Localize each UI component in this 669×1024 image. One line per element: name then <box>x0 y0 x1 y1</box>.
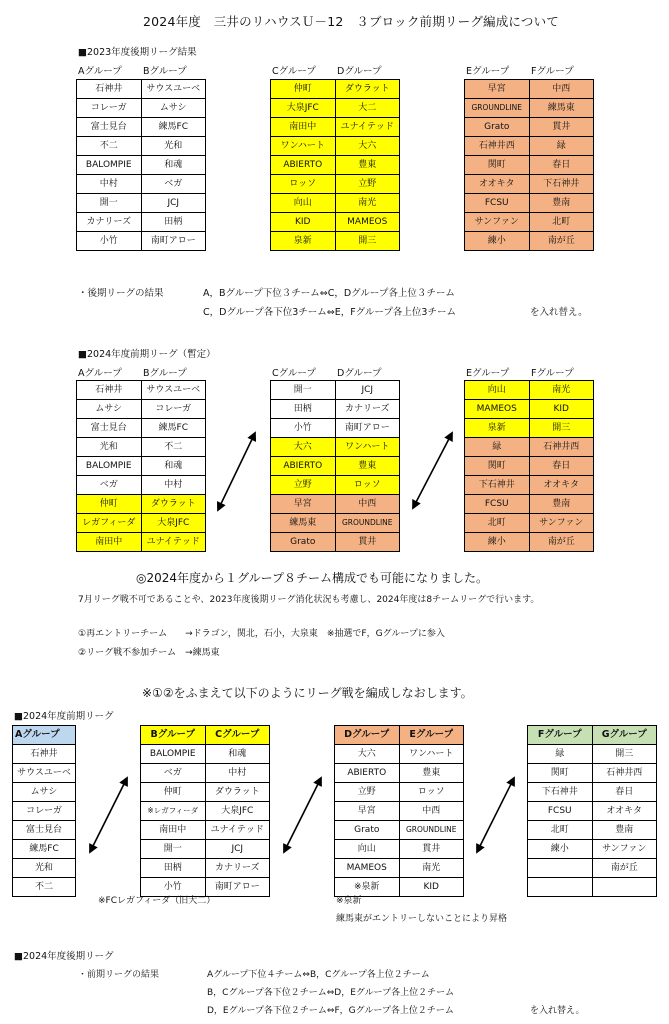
team-cell: 向山 <box>271 194 336 213</box>
section-heading-2024-late: ■2024年度後期リーグ <box>14 951 114 962</box>
team-cell: 開一 <box>141 840 206 859</box>
team-cell: 豊東 <box>399 764 464 783</box>
exchange-arrow-icon <box>90 778 127 852</box>
team-cell: 立野 <box>271 476 336 495</box>
header-d: Dグループ <box>337 66 382 77</box>
team-cell: 緑 <box>529 137 594 156</box>
header-c: Cグループ <box>272 368 316 379</box>
team-cell: 中村 <box>205 764 270 783</box>
team-cell: 下石神井 <box>465 476 530 495</box>
header-f: Fグループ <box>531 368 574 379</box>
team-cell: FCSU <box>465 194 530 213</box>
team-cell: 富士見台 <box>77 118 142 137</box>
header-e: Eグループ <box>466 368 510 379</box>
team-cell: 豊南 <box>592 821 657 840</box>
team-cell: 南光 <box>529 381 594 400</box>
team-cell: 南町アロー <box>205 878 270 897</box>
group-header: Aグループ <box>13 726 76 745</box>
exchange-arrow-icon <box>477 778 514 852</box>
team-cell: BALOMPIE <box>77 156 142 175</box>
team-cell: 豊東 <box>335 457 400 476</box>
team-cell: 和魂 <box>205 745 270 764</box>
team-cell: 田柄 <box>141 859 206 878</box>
de-footnote-1: ※泉新 <box>336 896 362 906</box>
team-cell: ムサシ <box>77 400 142 419</box>
team-cell: 南光 <box>335 194 400 213</box>
team-cell: 小竹 <box>77 232 142 251</box>
team-cell: ※泉新 <box>335 878 400 897</box>
team-cell: 仲町 <box>77 495 142 514</box>
team-cell: 南町アロー <box>335 419 400 438</box>
team-cell: 練小 <box>465 533 530 552</box>
team-cell: 大六 <box>335 137 400 156</box>
team-cell: 春日 <box>529 457 594 476</box>
team-cell: 田柄 <box>141 213 206 232</box>
nonparticipation-item: ②リーグ戦不参加チーム →練馬東 <box>78 648 220 658</box>
team-cell: 豊南 <box>529 495 594 514</box>
section-heading-2023-late: ■2023年度後期リーグ結果 <box>78 47 197 58</box>
team-cell: 南田中 <box>271 118 336 137</box>
team-cell: 緑 <box>528 745 593 764</box>
header-e: Eグループ <box>466 66 510 77</box>
late-result-suffix: を入れ替え。 <box>530 1006 585 1016</box>
team-cell: 富士見台 <box>13 821 76 840</box>
team-cell: ユナイテッド <box>205 821 270 840</box>
team-cell: コレーガ <box>77 99 142 118</box>
team-cell: 向山 <box>465 381 530 400</box>
team-cell: 貫井 <box>399 840 464 859</box>
team-cell: サンファン <box>465 213 530 232</box>
team-cell: 大泉JFC <box>141 514 206 533</box>
header-d: Dグループ <box>337 368 382 379</box>
team-cell: 緑 <box>465 438 530 457</box>
team-cell: ベガ <box>77 476 142 495</box>
team-cell: オオキタ <box>592 802 657 821</box>
team-cell: 開三 <box>335 232 400 251</box>
team-cell: 南が丘 <box>529 232 594 251</box>
group-header: Fグループ <box>528 726 593 745</box>
team-cell: 開三 <box>592 745 657 764</box>
team-cell: 春日 <box>529 156 594 175</box>
late-result-line-1: Aグループ下位４チーム⇔B，Cグループ各上位２チーム <box>207 970 430 980</box>
team-cell: JCJ <box>205 840 270 859</box>
team-cell: 富士見台 <box>77 419 142 438</box>
team-cell: コレーガ <box>141 400 206 419</box>
team-cell: Grato <box>271 533 336 552</box>
team-cell: 中村 <box>77 175 142 194</box>
group-header: Eグループ <box>399 726 464 745</box>
team-cell: 大六 <box>335 745 400 764</box>
team-cell: KID <box>399 878 464 897</box>
header-c: Cグループ <box>272 66 316 77</box>
result-label: ・後期リーグの結果 <box>78 288 164 299</box>
team-cell: ユナイテッド <box>335 118 400 137</box>
team-cell: サウスユーベ <box>141 381 206 400</box>
team-cell: 北町 <box>528 821 593 840</box>
team-cell: 練馬東 <box>271 514 336 533</box>
team-cell: ABIERTO <box>271 156 336 175</box>
team-cell: 中西 <box>399 802 464 821</box>
team-cell: 向山 <box>335 840 400 859</box>
team-cell: 北町 <box>465 514 530 533</box>
group-header: Bグループ <box>141 726 206 745</box>
team-cell: ダウラット <box>141 495 206 514</box>
team-cell: 中西 <box>529 80 594 99</box>
team-cell: オオキタ <box>465 175 530 194</box>
team-cell: 石神井 <box>13 745 76 764</box>
team-cell: サウスユーベ <box>13 764 76 783</box>
team-cell: 石神井西 <box>529 438 594 457</box>
team-cell: FCSU <box>465 495 530 514</box>
explanation: 7月リーグ戦不可であることや、2023年度後期リーグ消化状況も考慮し、2024年度は8チームリーグで行います。 <box>78 595 540 605</box>
team-cell: 練馬FC <box>13 840 76 859</box>
team-cell: サウスユーベ <box>141 80 206 99</box>
header-a: Aグループ <box>78 368 122 379</box>
de-footnote-2: 練馬東がエントリーしないことにより昇格 <box>336 914 508 924</box>
team-cell: 光和 <box>77 438 142 457</box>
team-cell: ロッソ <box>335 476 400 495</box>
team-cell: MAMEOS <box>465 400 530 419</box>
header-a: Aグループ <box>78 66 122 77</box>
team-cell: 仲町 <box>271 80 336 99</box>
team-cell: 開一 <box>271 381 336 400</box>
team-cell: ムサシ <box>13 783 76 802</box>
team-cell: 和魂 <box>141 156 206 175</box>
team-cell: オオキタ <box>529 476 594 495</box>
team-cell: 大六 <box>271 438 336 457</box>
page-title: 2024年度 三井のリハウスＵ－12 ３ブロック前期リーグ編成について <box>143 14 559 29</box>
exchange-arrow-icon <box>218 433 255 510</box>
team-cell: ワンハート <box>271 137 336 156</box>
team-cell: 石神井西 <box>465 137 530 156</box>
team-cell: 泉新 <box>271 232 336 251</box>
reorganization-note: ※①②をふまえて以下のようにリーグ戦を編成しなおします。 <box>142 686 473 700</box>
section-heading-2024-provisional: ■2024年度前期リーグ（暫定） <box>78 349 216 360</box>
team-cell: ※レガフィーダ <box>141 802 206 821</box>
team-cell: 南が丘 <box>529 533 594 552</box>
team-cell: 練馬FC <box>141 419 206 438</box>
team-cell: JCJ <box>335 381 400 400</box>
team-cell: 大二 <box>335 99 400 118</box>
team-cell: 石神井 <box>77 80 142 99</box>
team-cell: 中村 <box>141 476 206 495</box>
team-cell: 南田中 <box>141 821 206 840</box>
bc-footnote: ※FCレガフィーダ（旧大二） <box>98 896 216 906</box>
team-cell: 関町 <box>528 764 593 783</box>
header-b: Bグループ <box>143 66 187 77</box>
team-cell: Grato <box>465 118 530 137</box>
team-cell: KID <box>271 213 336 232</box>
team-cell: GROUNDLINE <box>465 99 530 118</box>
team-cell: ベガ <box>141 764 206 783</box>
team-cell: ダウラット <box>335 80 400 99</box>
team-cell: レガフィーダ <box>77 514 142 533</box>
team-cell: ロッソ <box>399 783 464 802</box>
team-cell: 小竹 <box>271 419 336 438</box>
team-cell: カナリーズ <box>335 400 400 419</box>
team-cell: ダウラット <box>205 783 270 802</box>
late-result-line-2: B，Cグループ各下位２チーム⇔D，Eグループ各上位２チーム <box>207 988 455 998</box>
team-cell: GROUNDLINE <box>335 514 400 533</box>
team-cell: 田柄 <box>271 400 336 419</box>
reentry-item: ①再エントリーチーム →ドラゴン，関北，石小，大泉東 ※抽選でF，Gグループに参入 <box>78 629 445 639</box>
group-header: Gグループ <box>592 726 657 745</box>
team-cell: 南田中 <box>77 533 142 552</box>
team-cell: GROUNDLINE <box>399 821 464 840</box>
team-cell: ムサシ <box>141 99 206 118</box>
team-cell: 不二 <box>77 137 142 156</box>
team-cell: KID <box>529 400 594 419</box>
result-line-2: C，Dグループ各下位3チーム⇔E，Fグループ各上位3チーム <box>203 307 456 318</box>
team-cell: 泉新 <box>465 419 530 438</box>
team-cell: BALOMPIE <box>141 745 206 764</box>
team-cell: 南光 <box>399 859 464 878</box>
team-cell: ベガ <box>141 175 206 194</box>
team-cell: 仲町 <box>141 783 206 802</box>
team-cell: 早宮 <box>465 80 530 99</box>
result-line-1: A，Bグループ下位３チーム⇔C，Dグループ各上位３チーム <box>203 288 455 299</box>
team-cell: 光和 <box>141 137 206 156</box>
team-cell: 春日 <box>592 783 657 802</box>
team-cell: 練小 <box>528 840 593 859</box>
team-cell: ワンハート <box>399 745 464 764</box>
team-cell: 南町アロー <box>141 232 206 251</box>
late-result-label: ・前期リーグの結果 <box>78 970 160 980</box>
team-cell: 大泉JFC <box>271 99 336 118</box>
team-cell: ロッソ <box>271 175 336 194</box>
team-cell: 下石神井 <box>529 175 594 194</box>
team-cell: 練小 <box>465 232 530 251</box>
team-cell: ABIERTO <box>271 457 336 476</box>
announcement: ◎2024年度から１グループ８チーム構成でも可能になりました。 <box>136 571 489 585</box>
team-cell: カナリーズ <box>205 859 270 878</box>
team-cell: MAMEOS <box>335 859 400 878</box>
group-header: Dグループ <box>335 726 400 745</box>
team-cell: 大泉JFC <box>205 802 270 821</box>
section-heading-2024-early: ■2024年度前期リーグ <box>14 711 114 722</box>
team-cell: 立野 <box>335 175 400 194</box>
team-cell: ワンハート <box>335 438 400 457</box>
team-cell: 貫井 <box>529 118 594 137</box>
team-cell: 北町 <box>529 213 594 232</box>
team-cell: サンファン <box>592 840 657 859</box>
team-cell: コレーガ <box>13 802 76 821</box>
team-cell: 関町 <box>465 457 530 476</box>
team-cell: 豊南 <box>529 194 594 213</box>
team-cell: 小竹 <box>141 878 206 897</box>
team-cell: ユナイテッド <box>141 533 206 552</box>
header-f: Fグループ <box>531 66 574 77</box>
team-cell: 不二 <box>13 878 76 897</box>
team-cell: 中西 <box>335 495 400 514</box>
team-cell: 光和 <box>13 859 76 878</box>
team-cell: カナリーズ <box>77 213 142 232</box>
team-cell: 開一 <box>77 194 142 213</box>
team-cell: 豊東 <box>335 156 400 175</box>
late-result-line-3: D，Eグループ各下位２チーム⇔F，Gグループ各上位２チーム <box>207 1006 454 1016</box>
result-suffix: を入れ替え。 <box>530 307 588 318</box>
team-cell: 石神井西 <box>592 764 657 783</box>
team-cell: 早宮 <box>271 495 336 514</box>
team-cell: 開三 <box>529 419 594 438</box>
team-cell: 石神井 <box>77 381 142 400</box>
team-cell: ABIERTO <box>335 764 400 783</box>
team-cell: 不二 <box>141 438 206 457</box>
team-cell: 早宮 <box>335 802 400 821</box>
team-cell: 南が丘 <box>592 859 657 878</box>
team-cell: 立野 <box>335 783 400 802</box>
team-cell: 関町 <box>465 156 530 175</box>
team-cell: FCSU <box>528 802 593 821</box>
team-cell: BALOMPIE <box>77 457 142 476</box>
team-cell: 貫井 <box>335 533 400 552</box>
exchange-arrow-icon <box>413 433 452 508</box>
team-cell: Grato <box>335 821 400 840</box>
exchange-arrow-icon <box>284 778 321 852</box>
team-cell: MAMEOS <box>335 213 400 232</box>
team-cell: 練馬FC <box>141 118 206 137</box>
team-cell: 和魂 <box>141 457 206 476</box>
header-b: Bグループ <box>143 368 187 379</box>
group-header: Cグループ <box>205 726 270 745</box>
team-cell: 下石神井 <box>528 783 593 802</box>
team-cell: サンファン <box>529 514 594 533</box>
team-cell: JCJ <box>141 194 206 213</box>
team-cell: 練馬東 <box>529 99 594 118</box>
